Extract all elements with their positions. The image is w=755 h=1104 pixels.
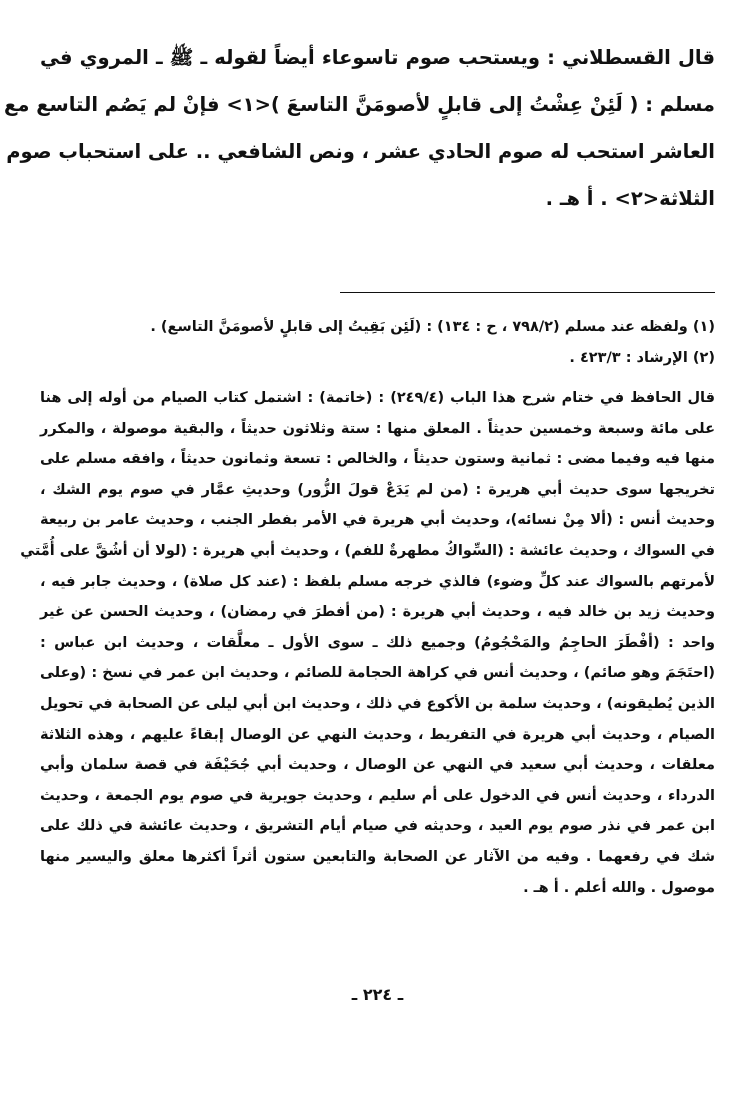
- footnote: (٢) الإرشاد : ٤٢٣/٣ .: [569, 350, 715, 366]
- commentary-line: معلقات ، وحديث أبي سعيد في النهي عن الوصال ، وحديث أبي جُحَيْفَة في قصة سلمان وأبي: [40, 757, 715, 774]
- commentary-line: الصيام ، وحديث أبي هريرة في التفريط ، وحديث النهي عن الوصال إبقاءً عليهم ، وهذه الثلاثة: [40, 726, 715, 743]
- footnote: (١) ولفظه عند مسلم (٧٩٨/٢ ، ح : ١٣٤) : (لَئِن بَقِيتُ إلى قابلٍ لأصومَنَّ التاسع) .: [150, 319, 715, 335]
- page-number: ـ ٢٢٤ ـ: [351, 985, 404, 1004]
- commentary-line: لأمرتهم بالسواك عند كلِّ وضوء) فالذي خرجه مسلم بلفظ : (عند كل صلاة) ، وحديث جابر فيه ،: [40, 573, 715, 590]
- main-text: [4, 34, 715, 222]
- commentary-line: الذين يُطيقونه) ، وحديث سلمة بن الأكوع في ذلك ، وحديث ابن أبي ليلى عن الصحابة في تحويل: [40, 695, 715, 712]
- main-text-line: مسلم : ( لَئِنْ عِشْتُ إلى قابلٍ لأصومَنَّ التاسعَ )<١> فإنْ لم يَصُم التاسع مع: [4, 93, 715, 116]
- commentary-line: (احتَجَمَ وهو صائم) ، وحديث أنس في كراهة الحجامة للصائم ، وحديث ابن عمر في نسخ : (وعلى: [40, 665, 715, 682]
- commentary-line: الدرداء ، وحديث أنس في الدخول على أم سليم ، وحديث جويرية في صوم يوم الجمعة ، وحديث: [40, 787, 715, 804]
- commentary-line: في السواك ، وحديث عائشة : (السِّواكُ مطهرةٌ للفم) ، وحديث أبي هريرة : (لولا أن أشُقَّ على أُمَّتي: [20, 542, 715, 559]
- commentary-line: قال الحافظ في ختام شرح هذا الباب (٢٤٩/٤) : (خاتمة) : اشتمل كتاب الصيام من أوله إلى هنا: [40, 390, 715, 406]
- commentary-line: تخريجها سوى حديث أبي هريرة : (من لم يَدَعْ قولَ الزُّور) وحديثِ عمَّار في صوم يوم الشك ،: [40, 481, 715, 498]
- commentary-line: وحديث زيد بن خالد فيه ، وحديث أبي هريرة : (من أفطرَ في رمضان) ، وحديث الحسن عن غير: [40, 604, 715, 621]
- footnote-separator: [340, 292, 715, 293]
- commentary-line: ابن عمر في نذر صوم يوم العيد ، وحديثه في صيام أيام التشريق ، وحديث عائشة في ذلك على: [40, 818, 715, 835]
- footnotes: [40, 312, 715, 374]
- commentary-line: على مائة وسبعة وخمسين حديثاً . المعلق منها : ستة وثلاثون حديثاً ، والبقية موصولة ، والمكرر: [40, 420, 715, 437]
- commentary: [20, 383, 715, 903]
- commentary-line: واحد : (أفْطَرَ الحاجِمُ والمَحْجُومُ) وجميع ذلك ـ سوى الأول ـ معلَّقات ، وحديث ابن عباس :: [40, 634, 715, 651]
- commentary-line: منها فيه وفيما مضى : ثمانية وستون حديثاً ، والخالص : تسعة وثمانون حديثاً ، وافقه مسلم على: [40, 451, 715, 468]
- commentary-line: وحديث أنس : (ألا مِنْ نسائه)، وحديث أبي هريرة في الأمر بفطر الجنب ، وحديث عامر بن ربيعة: [40, 512, 715, 529]
- main-text-line: قال القسطلاني : ويستحب صوم تاسوعاء أيضاً لقوله ـ ﷺ ـ المروي في: [40, 46, 715, 69]
- main-text-line: العاشر استحب له صوم الحادي عشر ، ونص الشافعي .. على استحباب صوم: [6, 140, 715, 163]
- commentary-line: شك في رفعهما . وفيه من الآثار عن الصحابة والتابعين ستون أثراً أكثرها معلق واليسير منها: [40, 848, 715, 865]
- commentary-line: موصول . والله أعلم . أ هـ .: [523, 879, 715, 896]
- main-text-line: الثلاثة<٢> . أ هـ .: [545, 187, 715, 210]
